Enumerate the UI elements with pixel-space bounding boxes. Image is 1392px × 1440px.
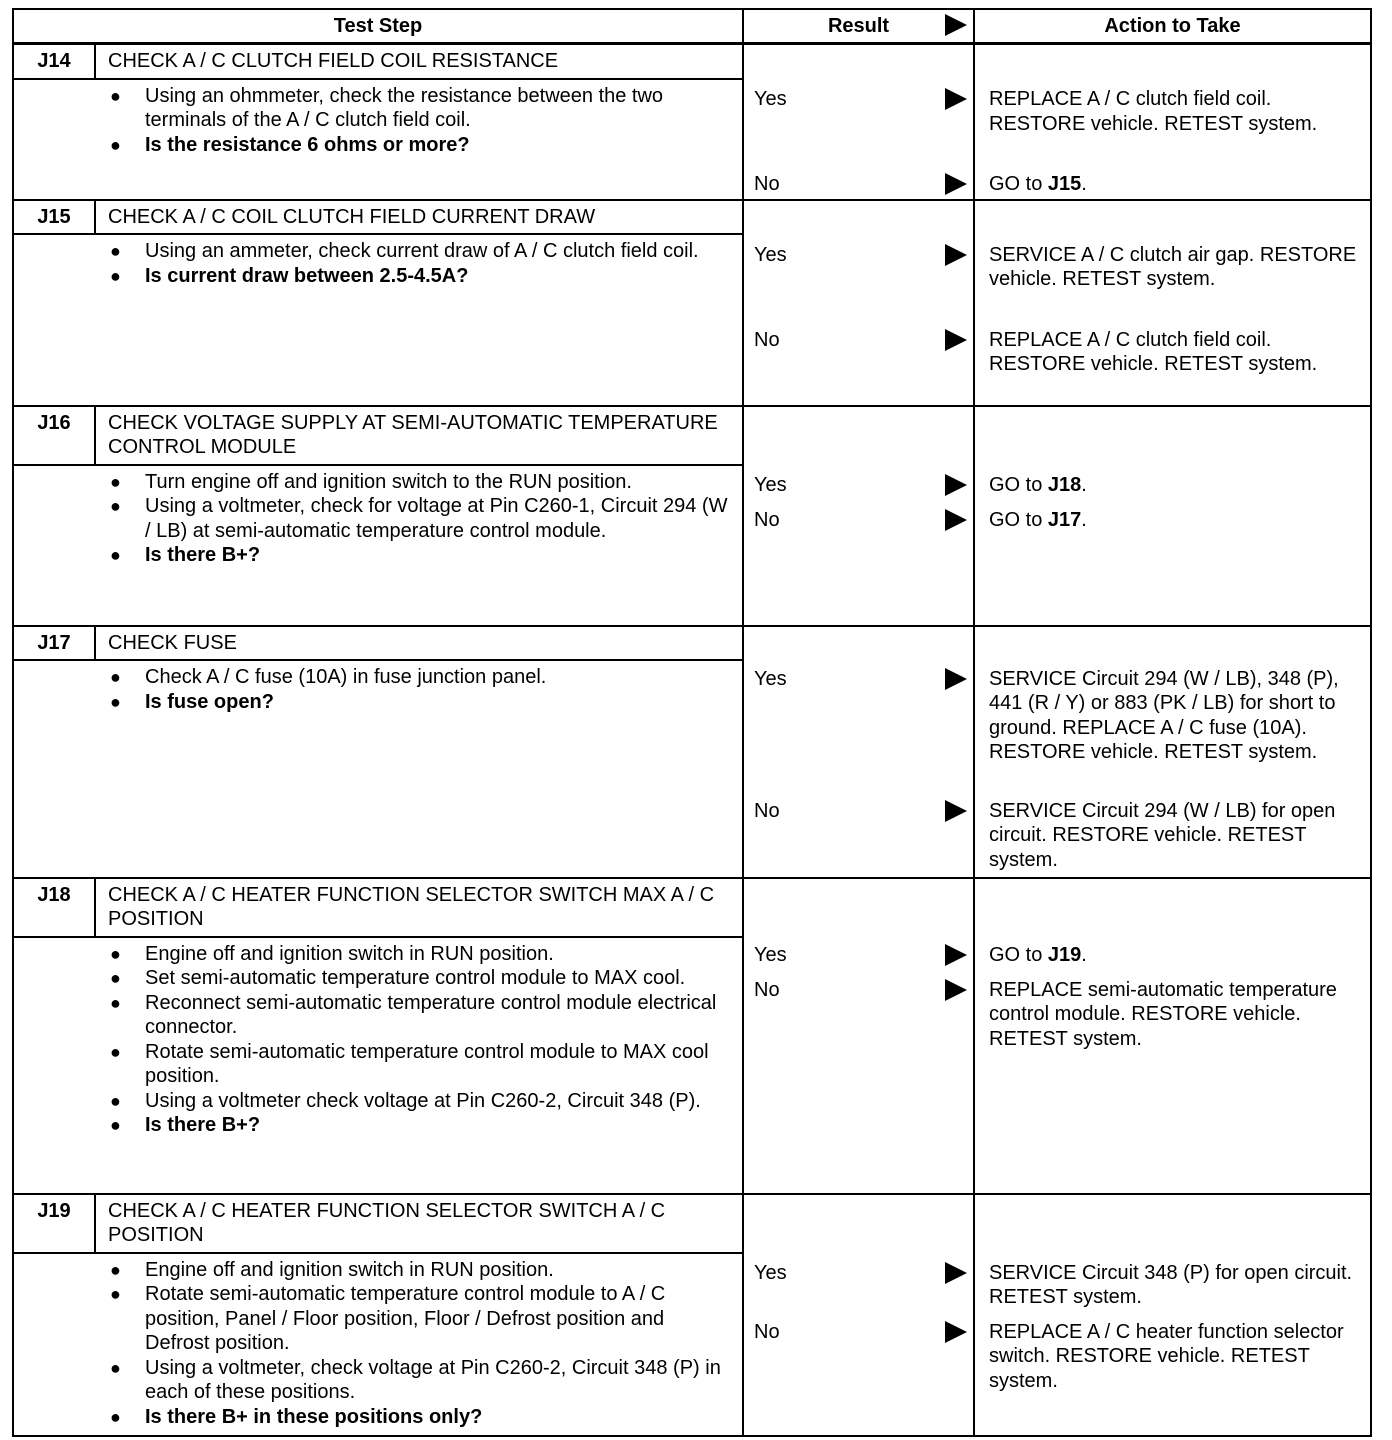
table-row [13,200,1371,406]
list-item: ● Turn engine off and ignition switch to the RUN position. [108,470,734,495]
header-test-step: Test Step [13,9,743,44]
step-reference: J19 [1047,943,1082,966]
arrow-right-icon [945,88,967,110]
result-yes: Yes [754,667,787,690]
step-id: J17 [14,627,96,660]
action-text: SERVICE Circuit 348 (P) for open circuit. RETEST system. [989,1261,1353,1308]
header-result-label: Result [827,14,890,37]
action-cell [974,44,1371,200]
arrow-right-icon [945,800,967,822]
list-item: ● Engine off and ignition switch in RUN position. [108,1258,734,1283]
result-no: No [754,328,780,351]
step-title: CHECK A / C CLUTCH FIELD COIL RESISTANCE [108,50,559,72]
result-yes: Yes [754,243,787,266]
list-item: ● Using a voltmeter, check voltage at Pin C260-2, Circuit 348 (P) in each of these positions. [108,1356,734,1405]
result-cell [743,626,974,878]
step-id: J16 [14,407,96,464]
table-row [13,44,1371,200]
list-item: ● Is the resistance 6 ohms or more? [108,133,734,158]
list-item: ● Using an ohmmeter, check the resistance between the two terminals of the A / C clutch field coil. [108,84,734,133]
step-title: CHECK FUSE [108,631,237,654]
result-cell [743,200,974,406]
step-id: J18 [14,879,96,936]
result-yes: Yes [754,88,787,110]
step-reference: J15 [1047,173,1082,195]
step-cell [13,1194,743,1436]
action-text: GO to J17. [989,508,1087,531]
header-action: Action to Take [974,9,1371,44]
action-text: SERVICE A / C clutch air gap. RESTORE vehicle. RETEST system. [989,243,1357,290]
action-text: REPLACE A / C clutch field coil. RESTORE vehicle. RETEST system. [989,328,1318,375]
step-reference: J18 [1047,473,1082,496]
step-cell [13,626,743,878]
arrow-right-icon [945,173,967,195]
list-item: ● Is there B+? [108,543,734,568]
action-cell [974,1194,1371,1436]
step-cell [13,878,743,1194]
diagnostic-table [12,8,1372,1437]
arrow-right-icon [945,14,967,36]
action-text: SERVICE Circuit 294 (W / LB), 348 (P), 441 (R / Y) or 883 (PK / LB) for short to ground. REPLACE A / C fuse (10A). RESTORE vehicle. RETEST system. [989,667,1339,763]
action-text: SERVICE Circuit 294 (W / LB) for open circuit. RESTORE vehicle. RETEST system. [989,799,1336,871]
result-yes: Yes [754,943,787,966]
arrow-right-icon [945,1321,967,1343]
list-item: ● Engine off and ignition switch in RUN position. [108,942,734,967]
list-item: ● Is fuse open? [108,690,734,715]
result-no: No [754,799,780,822]
table-row [13,626,1371,878]
list-item: ● Reconnect semi-automatic temperature control module electrical connector. [108,991,734,1040]
action-cell [974,200,1371,406]
step-id: J14 [14,45,96,78]
arrow-right-icon [945,474,967,496]
arrow-right-icon [945,979,967,1001]
action-cell [974,878,1371,1194]
step-title: CHECK A / C HEATER FUNCTION SELECTOR SWITCH A / C POSITION [108,1199,666,1246]
arrow-right-icon [945,944,967,966]
list-item: ● Rotate semi-automatic temperature control module to MAX cool position. [108,1040,734,1089]
action-cell [974,626,1371,878]
result-no: No [754,978,780,1001]
action-text: REPLACE A / C clutch field coil. RESTORE vehicle. RETEST system. [989,88,1318,135]
step-title: CHECK A / C COIL CLUTCH FIELD CURRENT DRAW [108,205,596,228]
header-result [743,9,974,44]
result-no: No [754,508,780,531]
arrow-right-icon [945,1262,967,1284]
result-cell [743,406,974,626]
list-item: ● Check A / C fuse (10A) in fuse junction panel. [108,665,734,690]
result-yes: Yes [754,473,787,496]
arrow-right-icon [945,329,967,351]
arrow-right-icon [945,668,967,690]
step-title: CHECK A / C HEATER FUNCTION SELECTOR SWITCH MAX A / C POSITION [108,883,715,930]
action-text: GO to J19. [989,943,1087,966]
table-header-row [13,9,1371,44]
step-id: J15 [14,201,96,234]
action-cell [974,406,1371,626]
arrow-right-icon [945,509,967,531]
action-text: REPLACE semi-automatic temperature control module. RESTORE vehicle. RETEST system. [989,978,1337,1050]
step-cell [13,406,743,626]
action-text: GO to J15. [989,173,1087,195]
list-item: ● Using an ammeter, check current draw of A / C clutch field coil. [108,239,734,264]
result-no: No [754,1320,780,1343]
table-row [13,1194,1371,1436]
result-cell [743,44,974,200]
result-no: No [754,173,780,195]
list-item: ● Using a voltmeter, check for voltage at Pin C260-1, Circuit 294 (W / LB) at semi-automatic temperature control module. [108,494,734,543]
step-cell [13,44,743,200]
table-row [13,406,1371,626]
list-item: ● Is current draw between 2.5-4.5A? [108,264,734,289]
diagnostic-table-page [12,8,1370,1432]
arrow-right-icon [945,244,967,266]
result-cell [743,1194,974,1436]
result-cell [743,878,974,1194]
step-id: J19 [14,1195,96,1252]
list-item: ● Is there B+ in these positions only? [108,1405,734,1430]
table-row [13,878,1371,1194]
list-item: ● Rotate semi-automatic temperature control module to A / C position, Panel / Floor position, Floor / Defrost position and Defrost position. [108,1282,734,1356]
action-text: GO to J18. [989,473,1087,496]
list-item: ● Is there B+? [108,1113,734,1138]
list-item: ● Set semi-automatic temperature control module to MAX cool. [108,966,734,991]
action-text: REPLACE A / C heater function selector switch. RESTORE vehicle. RETEST system. [989,1320,1344,1392]
step-cell [13,200,743,406]
step-reference: J17 [1047,508,1082,531]
step-title: CHECK VOLTAGE SUPPLY AT SEMI-AUTOMATIC TEMPERATURE CONTROL MODULE [108,411,718,458]
list-item: ● Using a voltmeter check voltage at Pin C260-2, Circuit 348 (P). [108,1089,734,1114]
result-yes: Yes [754,1261,787,1284]
